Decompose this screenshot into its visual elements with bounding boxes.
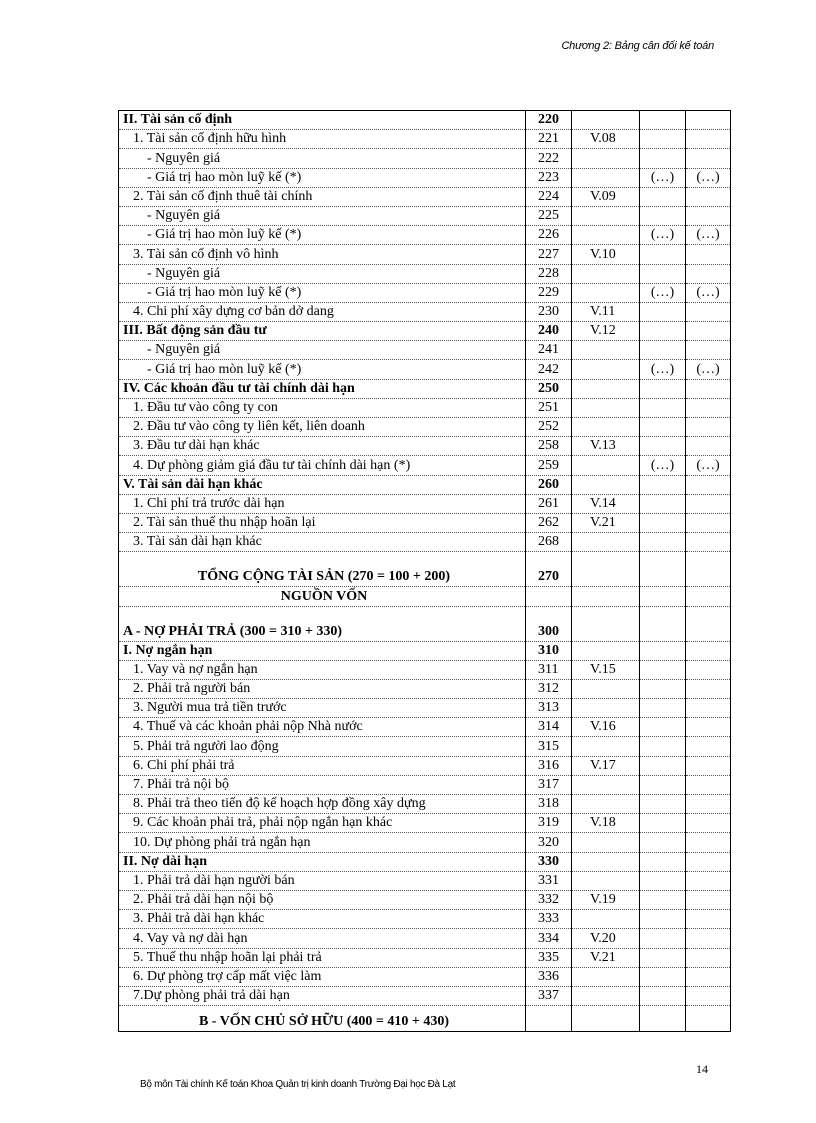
- note-cell: [572, 967, 640, 986]
- value-cell-previous: [686, 833, 731, 852]
- note-cell: [572, 679, 640, 698]
- table-row: [119, 187, 731, 206]
- code-cell: 260: [526, 475, 572, 494]
- value-cell-previous: [686, 533, 731, 552]
- code-cell: 252: [526, 418, 572, 437]
- value-cell-current: [640, 986, 686, 1005]
- table-row: [119, 890, 731, 909]
- code-cell: 270: [526, 552, 572, 587]
- note-cell: [572, 833, 640, 852]
- value-cell-current: [640, 967, 686, 986]
- note-cell: V.21: [572, 513, 640, 532]
- value-cell-previous: (…): [686, 283, 731, 302]
- code-cell: 241: [526, 341, 572, 360]
- table-row: [119, 418, 731, 437]
- value-cell-current: (…): [640, 226, 686, 245]
- note-cell: [572, 699, 640, 718]
- item-cell: 4. Dự phòng giảm giá đầu tư tài chính dài hạn (*): [119, 456, 526, 475]
- item-cell: III. Bất động sản đầu tư: [119, 322, 526, 341]
- item-cell: 9. Các khoản phải trả, phải nộp ngắn hạn khác: [119, 814, 526, 833]
- value-cell-previous: [686, 587, 731, 606]
- value-cell-previous: [686, 890, 731, 909]
- value-cell-previous: [686, 149, 731, 168]
- code-cell: 225: [526, 206, 572, 225]
- value-cell-previous: [686, 737, 731, 756]
- note-cell: V.08: [572, 130, 640, 149]
- code-cell: 337: [526, 986, 572, 1005]
- code-cell: 335: [526, 948, 572, 967]
- value-cell-previous: [686, 552, 731, 587]
- value-cell-current: [640, 948, 686, 967]
- code-cell: 315: [526, 737, 572, 756]
- item-cell: 7.Dự phòng phải trả dài hạn: [119, 986, 526, 1005]
- note-cell: [572, 456, 640, 475]
- item-cell: 8. Phải trả theo tiến độ kế hoạch hợp đồng xây dựng: [119, 795, 526, 814]
- code-cell: 333: [526, 910, 572, 929]
- code-cell: 262: [526, 513, 572, 532]
- item-cell: - Nguyên giá: [119, 341, 526, 360]
- code-cell: 311: [526, 660, 572, 679]
- value-cell-previous: [686, 775, 731, 794]
- item-cell: 5. Phải trả người lao động: [119, 737, 526, 756]
- value-cell-previous: [686, 756, 731, 775]
- code-cell: 316: [526, 756, 572, 775]
- balance-sheet-table: [118, 110, 731, 1032]
- note-cell: V.18: [572, 814, 640, 833]
- value-cell-previous: [686, 1006, 731, 1032]
- code-cell: 318: [526, 795, 572, 814]
- code-cell: 312: [526, 679, 572, 698]
- value-cell-previous: [686, 418, 731, 437]
- table-row: [119, 456, 731, 475]
- table-row: [119, 986, 731, 1005]
- item-cell: - Nguyên giá: [119, 206, 526, 225]
- code-cell: 319: [526, 814, 572, 833]
- code-cell: 224: [526, 187, 572, 206]
- value-cell-previous: [686, 929, 731, 948]
- code-cell: 221: [526, 130, 572, 149]
- table-row: [119, 775, 731, 794]
- value-cell-current: [640, 130, 686, 149]
- note-cell: [572, 149, 640, 168]
- table-row: [119, 929, 731, 948]
- code-cell: 258: [526, 437, 572, 456]
- value-cell-current: [640, 418, 686, 437]
- item-cell: 1. Đầu tư vào công ty con: [119, 398, 526, 417]
- item-cell: II. Nợ dài hạn: [119, 852, 526, 871]
- code-cell: 336: [526, 967, 572, 986]
- value-cell-previous: [686, 967, 731, 986]
- item-cell: 2. Đầu tư vào công ty liên kết, liên doanh: [119, 418, 526, 437]
- value-cell-previous: [686, 245, 731, 264]
- table-row: [119, 699, 731, 718]
- code-cell: 268: [526, 533, 572, 552]
- value-cell-previous: [686, 437, 731, 456]
- code-cell: 220: [526, 111, 572, 130]
- item-cell: 6. Chi phí phải trả: [119, 756, 526, 775]
- value-cell-previous: [686, 264, 731, 283]
- value-cell-current: [640, 494, 686, 513]
- note-cell: [572, 398, 640, 417]
- note-cell: V.13: [572, 437, 640, 456]
- note-cell: [572, 360, 640, 379]
- item-cell: 1. Phải trả dài hạn người bán: [119, 871, 526, 890]
- item-cell: I. Nợ ngắn hạn: [119, 641, 526, 660]
- value-cell-previous: (…): [686, 360, 731, 379]
- value-cell-current: [640, 679, 686, 698]
- value-cell-current: [640, 341, 686, 360]
- value-cell-current: [640, 475, 686, 494]
- value-cell-current: [640, 795, 686, 814]
- table-row: [119, 494, 731, 513]
- item-cell: - Nguyên giá: [119, 149, 526, 168]
- code-cell: 259: [526, 456, 572, 475]
- item-cell: 1. Chi phí trả trước dài hạn: [119, 494, 526, 513]
- table-row: [119, 833, 731, 852]
- table-row: [119, 149, 731, 168]
- note-cell: [572, 641, 640, 660]
- note-cell: [572, 283, 640, 302]
- value-cell-current: [640, 322, 686, 341]
- item-cell: 2. Tài sản thuế thu nhập hoãn lại: [119, 513, 526, 532]
- item-cell: TỔNG CỘNG TÀI SẢN (270 = 100 + 200): [119, 552, 526, 587]
- note-cell: [572, 418, 640, 437]
- code-cell: 240: [526, 322, 572, 341]
- code-cell: [526, 1006, 572, 1032]
- item-cell: NGUỒN VỐN: [119, 587, 526, 606]
- note-cell: [572, 871, 640, 890]
- value-cell-current: (…): [640, 283, 686, 302]
- code-cell: 313: [526, 699, 572, 718]
- item-cell: 4. Vay và nợ dài hạn: [119, 929, 526, 948]
- note-cell: [572, 379, 640, 398]
- code-cell: 334: [526, 929, 572, 948]
- table-row: [119, 322, 731, 341]
- note-cell: [572, 795, 640, 814]
- item-cell: 2. Tài sản cố định thuê tài chính: [119, 187, 526, 206]
- table-row: [119, 130, 731, 149]
- value-cell-previous: [686, 795, 731, 814]
- item-cell: 4. Thuế và các khoản phải nộp Nhà nước: [119, 718, 526, 737]
- value-cell-current: [640, 699, 686, 718]
- note-cell: V.20: [572, 929, 640, 948]
- table-row: [119, 679, 731, 698]
- item-cell: 7. Phải trả nội bộ: [119, 775, 526, 794]
- note-cell: V.21: [572, 948, 640, 967]
- note-cell: [572, 475, 640, 494]
- item-cell: - Giá trị hao mòn luỹ kế (*): [119, 226, 526, 245]
- table-row: [119, 587, 731, 606]
- code-cell: 320: [526, 833, 572, 852]
- value-cell-previous: [686, 641, 731, 660]
- value-cell-previous: (…): [686, 168, 731, 187]
- item-cell: 5. Thuế thu nhập hoãn lại phải trả: [119, 948, 526, 967]
- table-row: [119, 360, 731, 379]
- note-cell: [572, 775, 640, 794]
- note-cell: [572, 168, 640, 187]
- table-row: [119, 1006, 731, 1032]
- table-row: [119, 718, 731, 737]
- chapter-header: Chương 2: Bảng cân đối kế toán: [561, 40, 714, 52]
- value-cell-previous: [686, 871, 731, 890]
- value-cell-current: (…): [640, 168, 686, 187]
- note-cell: V.11: [572, 302, 640, 321]
- value-cell-current: [640, 111, 686, 130]
- code-cell: 251: [526, 398, 572, 417]
- table-row: [119, 437, 731, 456]
- item-cell: 2. Phải trả dài hạn nội bộ: [119, 890, 526, 909]
- value-cell-current: [640, 871, 686, 890]
- value-cell-current: (…): [640, 456, 686, 475]
- note-cell: V.19: [572, 890, 640, 909]
- table-row: [119, 245, 731, 264]
- code-cell: 310: [526, 641, 572, 660]
- code-cell: 332: [526, 890, 572, 909]
- table-row: [119, 871, 731, 890]
- item-cell: V. Tài sản dài hạn khác: [119, 475, 526, 494]
- note-cell: V.10: [572, 245, 640, 264]
- value-cell-previous: [686, 814, 731, 833]
- note-cell: [572, 552, 640, 587]
- value-cell-current: [640, 1006, 686, 1032]
- item-cell: 1. Tài sản cố định hữu hình: [119, 130, 526, 149]
- table-row: [119, 660, 731, 679]
- table-row: [119, 168, 731, 187]
- table-row: [119, 226, 731, 245]
- note-cell: [572, 206, 640, 225]
- value-cell-current: [640, 606, 686, 641]
- item-cell: 10. Dự phòng phải trả ngắn hạn: [119, 833, 526, 852]
- value-cell-previous: [686, 322, 731, 341]
- value-cell-previous: [686, 606, 731, 641]
- table-row: [119, 641, 731, 660]
- value-cell-previous: [686, 475, 731, 494]
- note-cell: [572, 737, 640, 756]
- code-cell: 317: [526, 775, 572, 794]
- value-cell-current: [640, 890, 686, 909]
- note-cell: [572, 264, 640, 283]
- table-row: [119, 283, 731, 302]
- table-row: [119, 756, 731, 775]
- table-row: [119, 967, 731, 986]
- item-cell: 3. Tài sản cố định vô hình: [119, 245, 526, 264]
- note-cell: [572, 986, 640, 1005]
- value-cell-current: [640, 149, 686, 168]
- value-cell-previous: [686, 111, 731, 130]
- value-cell-current: [640, 187, 686, 206]
- item-cell: 1. Vay và nợ ngắn hạn: [119, 660, 526, 679]
- item-cell: IV. Các khoản đầu tư tài chính dài hạn: [119, 379, 526, 398]
- table-row: [119, 513, 731, 532]
- note-cell: V.15: [572, 660, 640, 679]
- table-row: [119, 341, 731, 360]
- code-cell: 226: [526, 226, 572, 245]
- table-row: [119, 533, 731, 552]
- value-cell-previous: [686, 341, 731, 360]
- code-cell: 222: [526, 149, 572, 168]
- note-cell: V.12: [572, 322, 640, 341]
- page-footer: Bộ môn Tài chính Kế toán Khoa Quản trị kinh doanh Trường Đại học Đà Lạt: [140, 1079, 456, 1090]
- table-row: [119, 302, 731, 321]
- value-cell-previous: [686, 187, 731, 206]
- note-cell: [572, 1006, 640, 1032]
- note-cell: V.16: [572, 718, 640, 737]
- value-cell-current: (…): [640, 360, 686, 379]
- value-cell-previous: [686, 718, 731, 737]
- value-cell-current: [640, 737, 686, 756]
- value-cell-previous: [686, 130, 731, 149]
- code-cell: 330: [526, 852, 572, 871]
- value-cell-current: [640, 833, 686, 852]
- note-cell: [572, 852, 640, 871]
- table-row: [119, 795, 731, 814]
- table-row: [119, 852, 731, 871]
- item-cell: 3. Tài sản dài hạn khác: [119, 533, 526, 552]
- value-cell-previous: (…): [686, 226, 731, 245]
- note-cell: [572, 533, 640, 552]
- item-cell: II. Tài sản cố định: [119, 111, 526, 130]
- code-cell: 242: [526, 360, 572, 379]
- value-cell-current: [640, 245, 686, 264]
- code-cell: [526, 587, 572, 606]
- value-cell-previous: [686, 660, 731, 679]
- table-row: [119, 737, 731, 756]
- value-cell-current: [640, 660, 686, 679]
- value-cell-current: [640, 929, 686, 948]
- code-cell: 314: [526, 718, 572, 737]
- note-cell: V.09: [572, 187, 640, 206]
- value-cell-current: [640, 379, 686, 398]
- table-row: [119, 398, 731, 417]
- note-cell: [572, 341, 640, 360]
- value-cell-current: [640, 264, 686, 283]
- item-cell: - Nguyên giá: [119, 264, 526, 283]
- value-cell-previous: (…): [686, 456, 731, 475]
- note-cell: [572, 910, 640, 929]
- code-cell: 230: [526, 302, 572, 321]
- note-cell: [572, 587, 640, 606]
- item-cell: - Giá trị hao mòn luỹ kế (*): [119, 360, 526, 379]
- code-cell: 261: [526, 494, 572, 513]
- value-cell-previous: [686, 679, 731, 698]
- table-row: [119, 111, 731, 130]
- value-cell-previous: [686, 494, 731, 513]
- page-number: 14: [696, 1062, 708, 1076]
- item-cell: - Giá trị hao mòn luỹ kế (*): [119, 283, 526, 302]
- note-cell: [572, 111, 640, 130]
- table-row: [119, 910, 731, 929]
- value-cell-previous: [686, 513, 731, 532]
- value-cell-previous: [686, 206, 731, 225]
- note-cell: V.17: [572, 756, 640, 775]
- value-cell-current: [640, 533, 686, 552]
- value-cell-current: [640, 206, 686, 225]
- value-cell-previous: [686, 398, 731, 417]
- item-cell: 4. Chi phí xây dựng cơ bản dở dang: [119, 302, 526, 321]
- note-cell: [572, 226, 640, 245]
- value-cell-previous: [686, 302, 731, 321]
- value-cell-current: [640, 398, 686, 417]
- value-cell-current: [640, 641, 686, 660]
- value-cell-previous: [686, 699, 731, 718]
- table-row: [119, 264, 731, 283]
- value-cell-current: [640, 302, 686, 321]
- value-cell-previous: [686, 852, 731, 871]
- item-cell: A - NỢ PHẢI TRẢ (300 = 310 + 330): [119, 606, 526, 641]
- value-cell-previous: [686, 379, 731, 398]
- table-row: [119, 379, 731, 398]
- code-cell: 300: [526, 606, 572, 641]
- item-cell: 3. Đầu tư dài hạn khác: [119, 437, 526, 456]
- value-cell-current: [640, 513, 686, 532]
- item-cell: B - VỐN CHỦ SỞ HỮU (400 = 410 + 430): [119, 1006, 526, 1032]
- item-cell: 3. Người mua trả tiền trước: [119, 699, 526, 718]
- table-row: [119, 814, 731, 833]
- code-cell: 227: [526, 245, 572, 264]
- value-cell-previous: [686, 948, 731, 967]
- code-cell: 223: [526, 168, 572, 187]
- value-cell-current: [640, 910, 686, 929]
- value-cell-current: [640, 775, 686, 794]
- value-cell-current: [640, 437, 686, 456]
- item-cell: 2. Phải trả người bán: [119, 679, 526, 698]
- item-cell: - Giá trị hao mòn luỹ kế (*): [119, 168, 526, 187]
- item-cell: 6. Dự phòng trợ cấp mất việc làm: [119, 967, 526, 986]
- value-cell-current: [640, 587, 686, 606]
- value-cell-current: [640, 814, 686, 833]
- table-row: [119, 552, 731, 587]
- item-cell: 3. Phải trả dài hạn khác: [119, 910, 526, 929]
- table-row: [119, 948, 731, 967]
- value-cell-previous: [686, 986, 731, 1005]
- code-cell: 229: [526, 283, 572, 302]
- value-cell-current: [640, 552, 686, 587]
- value-cell-current: [640, 756, 686, 775]
- code-cell: 228: [526, 264, 572, 283]
- note-cell: V.14: [572, 494, 640, 513]
- value-cell-current: [640, 718, 686, 737]
- value-cell-current: [640, 852, 686, 871]
- table-row: [119, 206, 731, 225]
- code-cell: 250: [526, 379, 572, 398]
- table-row: [119, 475, 731, 494]
- code-cell: 331: [526, 871, 572, 890]
- value-cell-previous: [686, 910, 731, 929]
- note-cell: [572, 606, 640, 641]
- table-row: [119, 606, 731, 641]
